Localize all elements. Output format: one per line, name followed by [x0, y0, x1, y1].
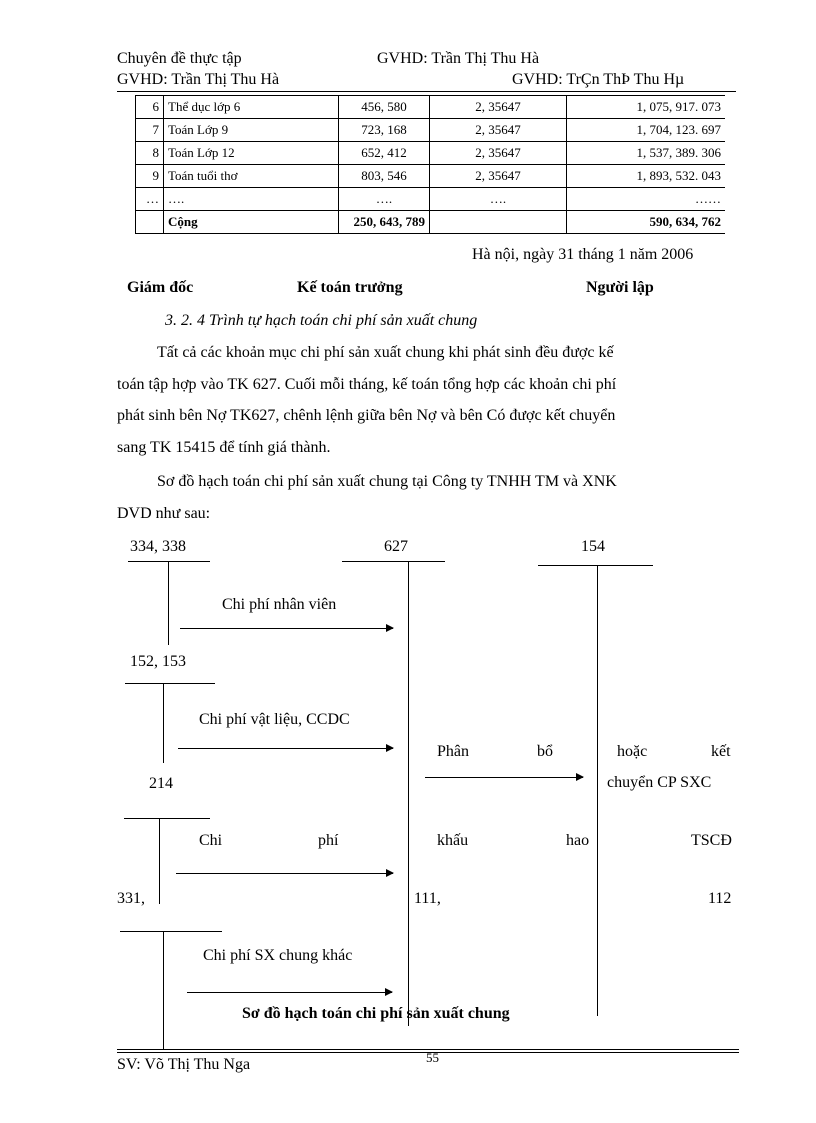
- paragraph-line: sang TK 15415 để tính giá thành.: [117, 439, 331, 456]
- row-coef: 2, 35647: [430, 96, 567, 119]
- arrow-depreciation: [176, 873, 393, 874]
- header-advisor: GVHD: Trần Thị Thu Hà: [377, 50, 540, 67]
- row-amount: 1, 704, 123. 697: [567, 119, 726, 142]
- table-row: [136, 188, 726, 211]
- t-account-top-627: [342, 561, 445, 562]
- row-amount: 1, 075, 917. 073: [567, 96, 726, 119]
- account-627: 627: [384, 538, 408, 555]
- total-qty: 250, 643, 789: [339, 211, 430, 234]
- total-coef: [430, 211, 567, 234]
- paragraph-line: toán tập hợp vào TK 627. Cuối mỗi tháng, kế toán tổng hợp các khoản chi phí: [117, 376, 617, 393]
- row-name: Toán Lớp 9: [164, 119, 339, 142]
- row-qty: 456, 580: [339, 96, 430, 119]
- row-no: …: [136, 188, 164, 211]
- section-heading: 3. 2. 4 Trình tự hạch toán chi phí sản xuất chung: [165, 312, 478, 329]
- paragraph-line: phát sinh bên Nợ TK627, chênh lệnh giữa bên Nợ và bên Có được kết chuyển: [117, 407, 616, 424]
- signature-chief-accountant: Kế toán trưởng: [297, 279, 403, 296]
- table-row: [136, 119, 726, 142]
- label-alloc-word: bổ: [537, 743, 553, 760]
- account-154: 154: [581, 538, 605, 555]
- arrow-allocation: [425, 777, 583, 778]
- account-112: 112: [708, 890, 732, 907]
- row-amount: ……: [567, 188, 726, 211]
- row-no: 8: [136, 142, 164, 165]
- header-rule: [117, 91, 736, 92]
- arrow-material-cost: [178, 748, 393, 749]
- account-334-338: 334, 338: [130, 538, 186, 555]
- t-account-stem-152: [163, 683, 164, 763]
- row-no: 6: [136, 96, 164, 119]
- row-name: Toán tuổi thơ: [164, 165, 339, 188]
- label-alloc-word: hoặc: [617, 743, 648, 760]
- account-152-153: 152, 153: [130, 653, 186, 670]
- row-coef: 2, 35647: [430, 165, 567, 188]
- header-advisor-3: GVHD: TrÇn ThÞ Thu Hµ: [512, 71, 685, 88]
- t-account-stem-214: [159, 818, 160, 904]
- t-account-stem-154: [597, 566, 598, 1016]
- label-depr-word: khấu: [437, 832, 469, 849]
- arrow-staff-cost: [180, 628, 393, 629]
- label-other-cost: Chi phí SX chung khác: [203, 947, 353, 964]
- t-account-stem-334: [168, 561, 169, 645]
- row-qty: 723, 168: [339, 119, 430, 142]
- paragraph-line: DVD như sau:: [117, 505, 211, 522]
- row-qty: ….: [339, 188, 430, 211]
- row-name: Thể dục lớp 6: [164, 96, 339, 119]
- total-amount: 590, 634, 762: [567, 211, 726, 234]
- signature-preparer: Người lập: [586, 279, 654, 296]
- signature-director: Giám đốc: [127, 279, 194, 296]
- table-row: [136, 96, 726, 119]
- paragraph-line: Sơ đồ hạch toán chi phí sản xuất chung tại Công ty TNHH TM và XNK: [157, 473, 617, 490]
- label-depr-word: Chi: [199, 832, 223, 849]
- footer-student: SV: Võ Thị Thu Nga: [117, 1056, 251, 1073]
- row-name: ….: [164, 188, 339, 211]
- row-qty: 652, 412: [339, 142, 430, 165]
- table-row: [136, 142, 726, 165]
- label-depr-word: hao: [566, 832, 590, 849]
- label-alloc-line2: chuyển CP SXC: [607, 774, 712, 791]
- total-label: Cộng: [164, 211, 339, 234]
- account-111: 111,: [414, 890, 441, 907]
- account-331: 331,: [117, 890, 145, 907]
- row-name: Toán Lớp 12: [164, 142, 339, 165]
- t-account-top-334: [128, 561, 210, 562]
- header-title: Chuyên đề thực tập: [117, 50, 242, 67]
- table-total-row: [136, 211, 726, 234]
- diagram-caption: Sơ đồ hạch toán chi phí sản xuất chung: [242, 1005, 510, 1022]
- label-depr-word: phí: [318, 832, 339, 849]
- cost-table: [135, 95, 725, 234]
- label-staff-cost: Chi phí nhân viên: [222, 596, 337, 613]
- t-account-top-152: [125, 683, 215, 684]
- paragraph-line: Tất cả các khoản mục chi phí sản xuất chung khi phát sinh đều được kế: [157, 344, 614, 361]
- label-depr-word: TSCĐ: [691, 832, 732, 849]
- label-alloc-word: kết: [711, 743, 731, 760]
- t-account-top-214: [124, 818, 210, 819]
- row-coef: ….: [430, 188, 567, 211]
- t-account-stem-331: [163, 931, 164, 1049]
- row-no: 9: [136, 165, 164, 188]
- t-account-stem-627: [408, 561, 409, 1026]
- label-material-cost: Chi phí vật liệu, CCDC: [199, 711, 350, 728]
- account-214: 214: [149, 775, 173, 792]
- total-no: [136, 211, 164, 234]
- row-coef: 2, 35647: [430, 119, 567, 142]
- row-coef: 2, 35647: [430, 142, 567, 165]
- arrow-other-cost: [187, 992, 392, 993]
- footer-page-number: 55: [426, 1050, 439, 1065]
- row-amount: 1, 893, 532. 043: [567, 165, 726, 188]
- table-row: [136, 165, 726, 188]
- row-no: 7: [136, 119, 164, 142]
- t-account-top-154: [538, 565, 653, 566]
- t-account-top-331: [120, 931, 222, 932]
- row-qty: 803, 546: [339, 165, 430, 188]
- date-line: Hà nội, ngày 31 tháng 1 năm 2006: [472, 246, 694, 263]
- row-amount: 1, 537, 389. 306: [567, 142, 726, 165]
- header-advisor-2: GVHD: Trần Thị Thu Hà: [117, 71, 280, 88]
- label-alloc-word: Phân: [437, 743, 469, 760]
